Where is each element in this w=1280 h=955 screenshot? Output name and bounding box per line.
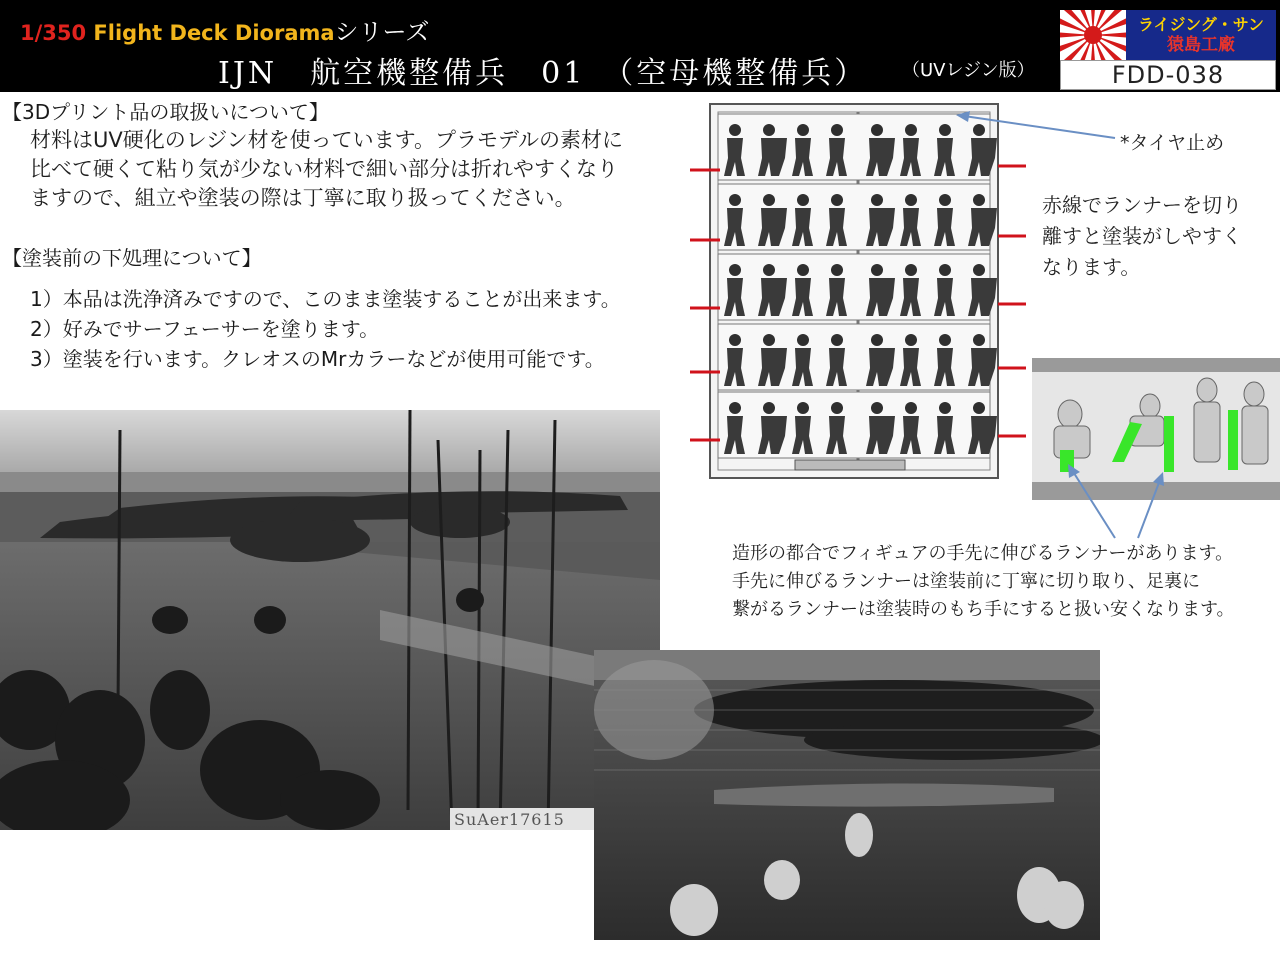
maker-logo (1060, 10, 1276, 90)
handling-heading: 【3Dプリント品の取扱いについて】 (2, 100, 329, 124)
runner-note-line-3: 繋がるランナーは塗装時のもち手にすると扱い安くなります。 (732, 599, 1235, 620)
runner-note (732, 540, 1235, 624)
runner-note-line-2: 手先に伸びるランナーは塗装前に丁寧に切り取り、足裏に (732, 571, 1200, 592)
carrier-deck-photo-2 (594, 650, 1100, 940)
product-code: FDD-038 (1060, 60, 1276, 90)
maker-name-box (1126, 10, 1276, 60)
prep-step-2: 2）好みでサーフェーサーを塗ります。 (30, 317, 380, 341)
prep-heading: 【塗装前の下処理について】 (2, 246, 262, 270)
series-title (20, 12, 429, 47)
runner-diagram (690, 98, 1030, 492)
series-name: Flight Deck Diorama (86, 21, 335, 45)
edition-label: （UVレジン版） (902, 60, 1035, 81)
page-header (0, 0, 1280, 92)
photo-caption: SuAer17615 (454, 810, 565, 829)
runner-arrows-icon (1060, 460, 1170, 540)
maker-name-line2: 猿島工廠 (1167, 34, 1235, 55)
tire-stop-arrow-icon (950, 108, 1120, 148)
maker-name-line1: ライジング・サン (1137, 14, 1264, 34)
cut-line-note: 赤線でランナーを切り離すと塗装がしやすくなります。 (1042, 193, 1242, 279)
rising-sun-flag-icon (1060, 10, 1126, 60)
prep-step-1: 1）本品は洗浄済みですので、このまま塗装することが出来ます。 (30, 287, 621, 311)
handling-body: 材料はUV硬化のレジン材を使っています。プラモデルの素材に比べて硬くて粘り気が少ない材料で細い部分は折れやすくなりますので、組立や塗装の際は丁寧に取り扱ってください。 (30, 128, 623, 210)
carrier-deck-photo-1 (0, 410, 660, 830)
prep-steps (30, 284, 621, 374)
series-scale: 1/350 (20, 21, 87, 45)
runner-note-line-1: 造形の都合でフィギュアの手先に伸びるランナーがあります。 (732, 543, 1234, 564)
prep-step-3: 3）塗装を行います。クレオスのMrカラーなどが使用可能です。 (30, 347, 605, 371)
series-suffix: シリーズ (334, 18, 430, 46)
product-title: IJN 航空機整備兵 01 （空母機整備兵） (218, 56, 868, 91)
tire-stop-label: *タイヤ止め (1120, 132, 1225, 154)
